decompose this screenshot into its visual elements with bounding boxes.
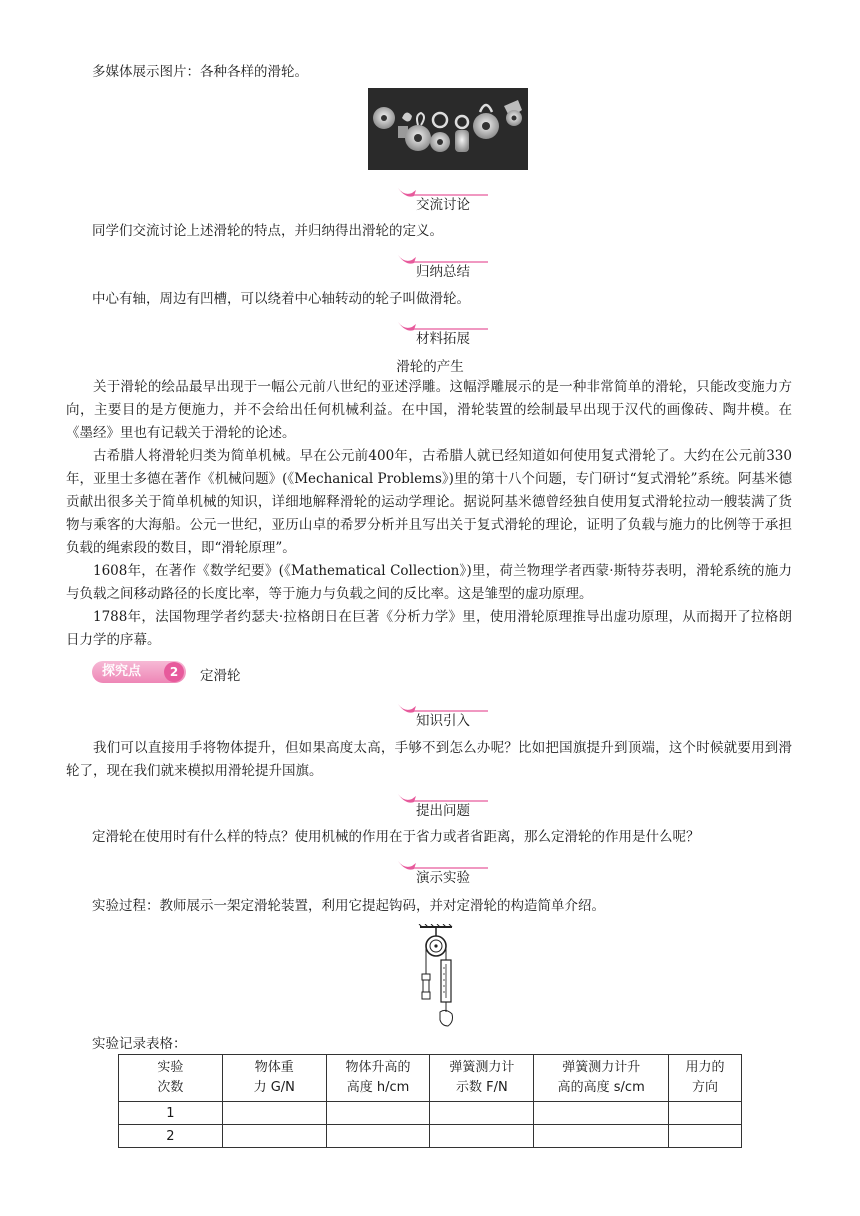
table-cell[interactable]	[534, 1125, 669, 1148]
table-cell[interactable]	[430, 1125, 534, 1148]
heading-demo	[398, 857, 488, 887]
heading-demo-label: 演示实验	[416, 870, 470, 886]
material-title: 滑轮的产生	[396, 359, 464, 375]
pulley-photo	[368, 88, 528, 170]
header-force-direction: 用力的 方向	[669, 1055, 742, 1102]
demo-text: 实验过程：教师展示一架定滑轮装置，利用它提起钩码，并对定滑轮的构造简单介绍。	[92, 898, 605, 914]
heading-material	[398, 318, 488, 348]
table-cell[interactable]	[222, 1102, 326, 1125]
heading-summary	[398, 251, 488, 281]
heading-question-label: 提出问题	[416, 803, 470, 819]
material-paragraph: 古希腊人将滑轮归类为简单机械。早在公元前400年，古希腊人就已经知道如何使用复式滑轮了。大约在公元前330年，亚里士多德在著作《机械问题》(《Mechanical Problems》)里的第十八个问题，专门研讨“复式滑轮”系统。阿基米德贡献出很多关于简单机械的知识，详细地解释滑轮的运动学理论。据说阿基米德曾经独自使用复式滑轮拉动一艘装满了货物与乘客的大海船。公元一世纪，亚历山卓的希罗分析并且写出关于复式滑轮的理论，证明了负载与施力的比例等于承担负载的绳索段的数目，即“滑轮原理”。	[66, 448, 792, 556]
table-row	[119, 1125, 742, 1148]
table-caption: 实验记录表格：	[92, 1036, 187, 1052]
table-cell[interactable]	[669, 1102, 742, 1125]
table-cell: 1	[119, 1102, 223, 1125]
table-cell[interactable]	[326, 1125, 430, 1148]
question-text: 定滑轮在使用时有什么样的特点？使用机械的作用在于省力或者省距离，那么定滑轮的作用是什么呢？	[92, 829, 700, 845]
knowledge-body	[66, 737, 792, 783]
table-cell[interactable]	[534, 1102, 669, 1125]
material-paragraph: 1608年，在著作《数学纪要》(《Mathematical Collection》)里，荷兰物理学者西蒙·斯特芬表明，滑轮系统的施力与负载之间移动路径的长度比率，等于施力与负载之间的反比率。这是雏型的虚功原理。	[66, 563, 792, 602]
intro-line: 多媒体展示图片：各种各样的滑轮。	[92, 64, 308, 80]
heading-summary-label: 归纳总结	[416, 264, 470, 280]
heading-knowledge-label: 知识引入	[416, 713, 470, 729]
heading-discussion-label: 交流讨论	[416, 197, 470, 213]
knowledge-text: 我们可以直接用手将物体提升，但如果高度太高，手够不到怎么办呢？比如把国旗提升到顶端，这个时候就要用到滑轮了，现在我们就来模拟用滑轮提升国旗。	[66, 740, 792, 779]
header-object-height: 物体升高的 高度 h/cm	[326, 1055, 430, 1102]
section-badge	[92, 661, 186, 683]
table-row	[119, 1102, 742, 1125]
section-title: 定滑轮	[200, 668, 241, 684]
table-cell[interactable]	[326, 1102, 430, 1125]
material-body	[66, 376, 792, 652]
table-cell[interactable]	[430, 1102, 534, 1125]
table-cell[interactable]	[669, 1125, 742, 1148]
experiment-table	[118, 1054, 742, 1148]
table-cell: 2	[119, 1125, 223, 1148]
table-header-row	[119, 1055, 742, 1102]
discussion-text: 同学们交流讨论上述滑轮的特点，并归纳得出滑轮的定义。	[92, 223, 443, 239]
material-paragraph: 1788年，法国物理学者约瑟夫·拉格朗日在巨著《分析力学》里，使用滑轮原理推导出虚功原理，从而揭开了拉格朗日力学的序幕。	[66, 609, 792, 648]
heading-material-label: 材料拓展	[416, 331, 470, 347]
section-badge-label: 探究点	[102, 664, 142, 679]
heading-question	[398, 790, 488, 820]
heading-knowledge	[398, 700, 488, 730]
header-trial-count: 实验 次数	[119, 1055, 223, 1102]
section-badge-number: 2	[164, 662, 184, 682]
header-spring-height: 弹簧测力计升 高的高度 s/cm	[534, 1055, 669, 1102]
header-object-weight: 物体重 力 G/N	[222, 1055, 326, 1102]
heading-discussion	[398, 184, 488, 214]
material-paragraph: 关于滑轮的绘品最早出现于一幅公元前八世纪的亚述浮雕。这幅浮雕展示的是一种非常简单的滑轮，只能改变施力方向，主要目的是方便施力，并不会给出任何机械利益。在中国，滑轮装置的绘制最早出现于汉代的画像砖、陶井模。在《墨经》里也有记载关于滑轮的论述。	[66, 379, 792, 441]
summary-text: 中心有轴，周边有凹槽，可以绕着中心轴转动的轮子叫做滑轮。	[92, 291, 470, 307]
table-cell[interactable]	[222, 1125, 326, 1148]
fixed-pulley-diagram	[414, 924, 464, 1028]
header-spring-reading: 弹簧测力计 示数 F/N	[430, 1055, 534, 1102]
